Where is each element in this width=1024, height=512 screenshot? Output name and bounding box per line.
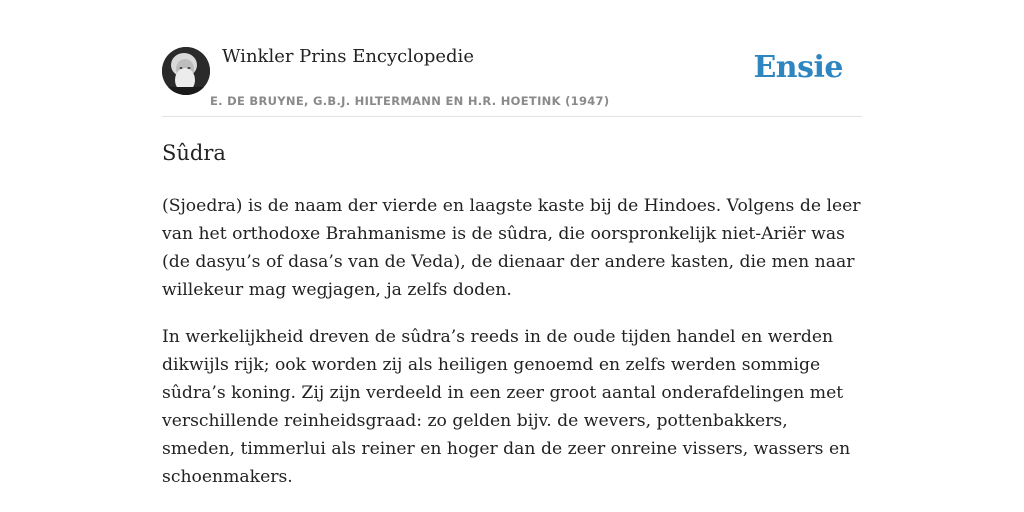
author-avatar[interactable]: [162, 47, 210, 95]
entry-title: Sûdra: [162, 141, 226, 165]
site-title[interactable]: Winkler Prins Encyclopedie: [222, 46, 474, 67]
portrait-image: [162, 47, 210, 95]
entry-paragraph: (Sjoedra) is de naam der vierde en laagste kaste bij de Hindoes. Volgens de leer van het orthodoxe Brahmanisme is de sûdra, die oorspronkelijk niet-Ariër was (de dasyu’s of dasa’s van de Veda), de dienaar der andere kasten, die men naar willekeur mag wegjagen, ja zelfs doden.: [162, 196, 861, 300]
authors-byline: E. DE BRUYNE, G.B.J. HILTERMANN EN H.R. HOETINK (1947): [210, 94, 610, 108]
page: [162, 0, 862, 487]
brand-logo[interactable]: Ensie: [753, 50, 843, 85]
entry-paragraph: In werkelijkheid dreven de sûdra’s reeds in de oude tijden handel en werden dikwijls rijk; ook worden zij als heiligen genoemd en zelfs werden sommige sûdra’s koning. Zij zijn verdeeld in een zeer groot aantal onderafdelingen met verschillende reinheidsgraad: zo gelden bijv. de wevers, pottenbakkers, smeden, timmerlui als reiner en hoger dan de zeer onreine vissers, wassers en schoenmakers.: [162, 327, 851, 487]
header: [162, 0, 862, 117]
